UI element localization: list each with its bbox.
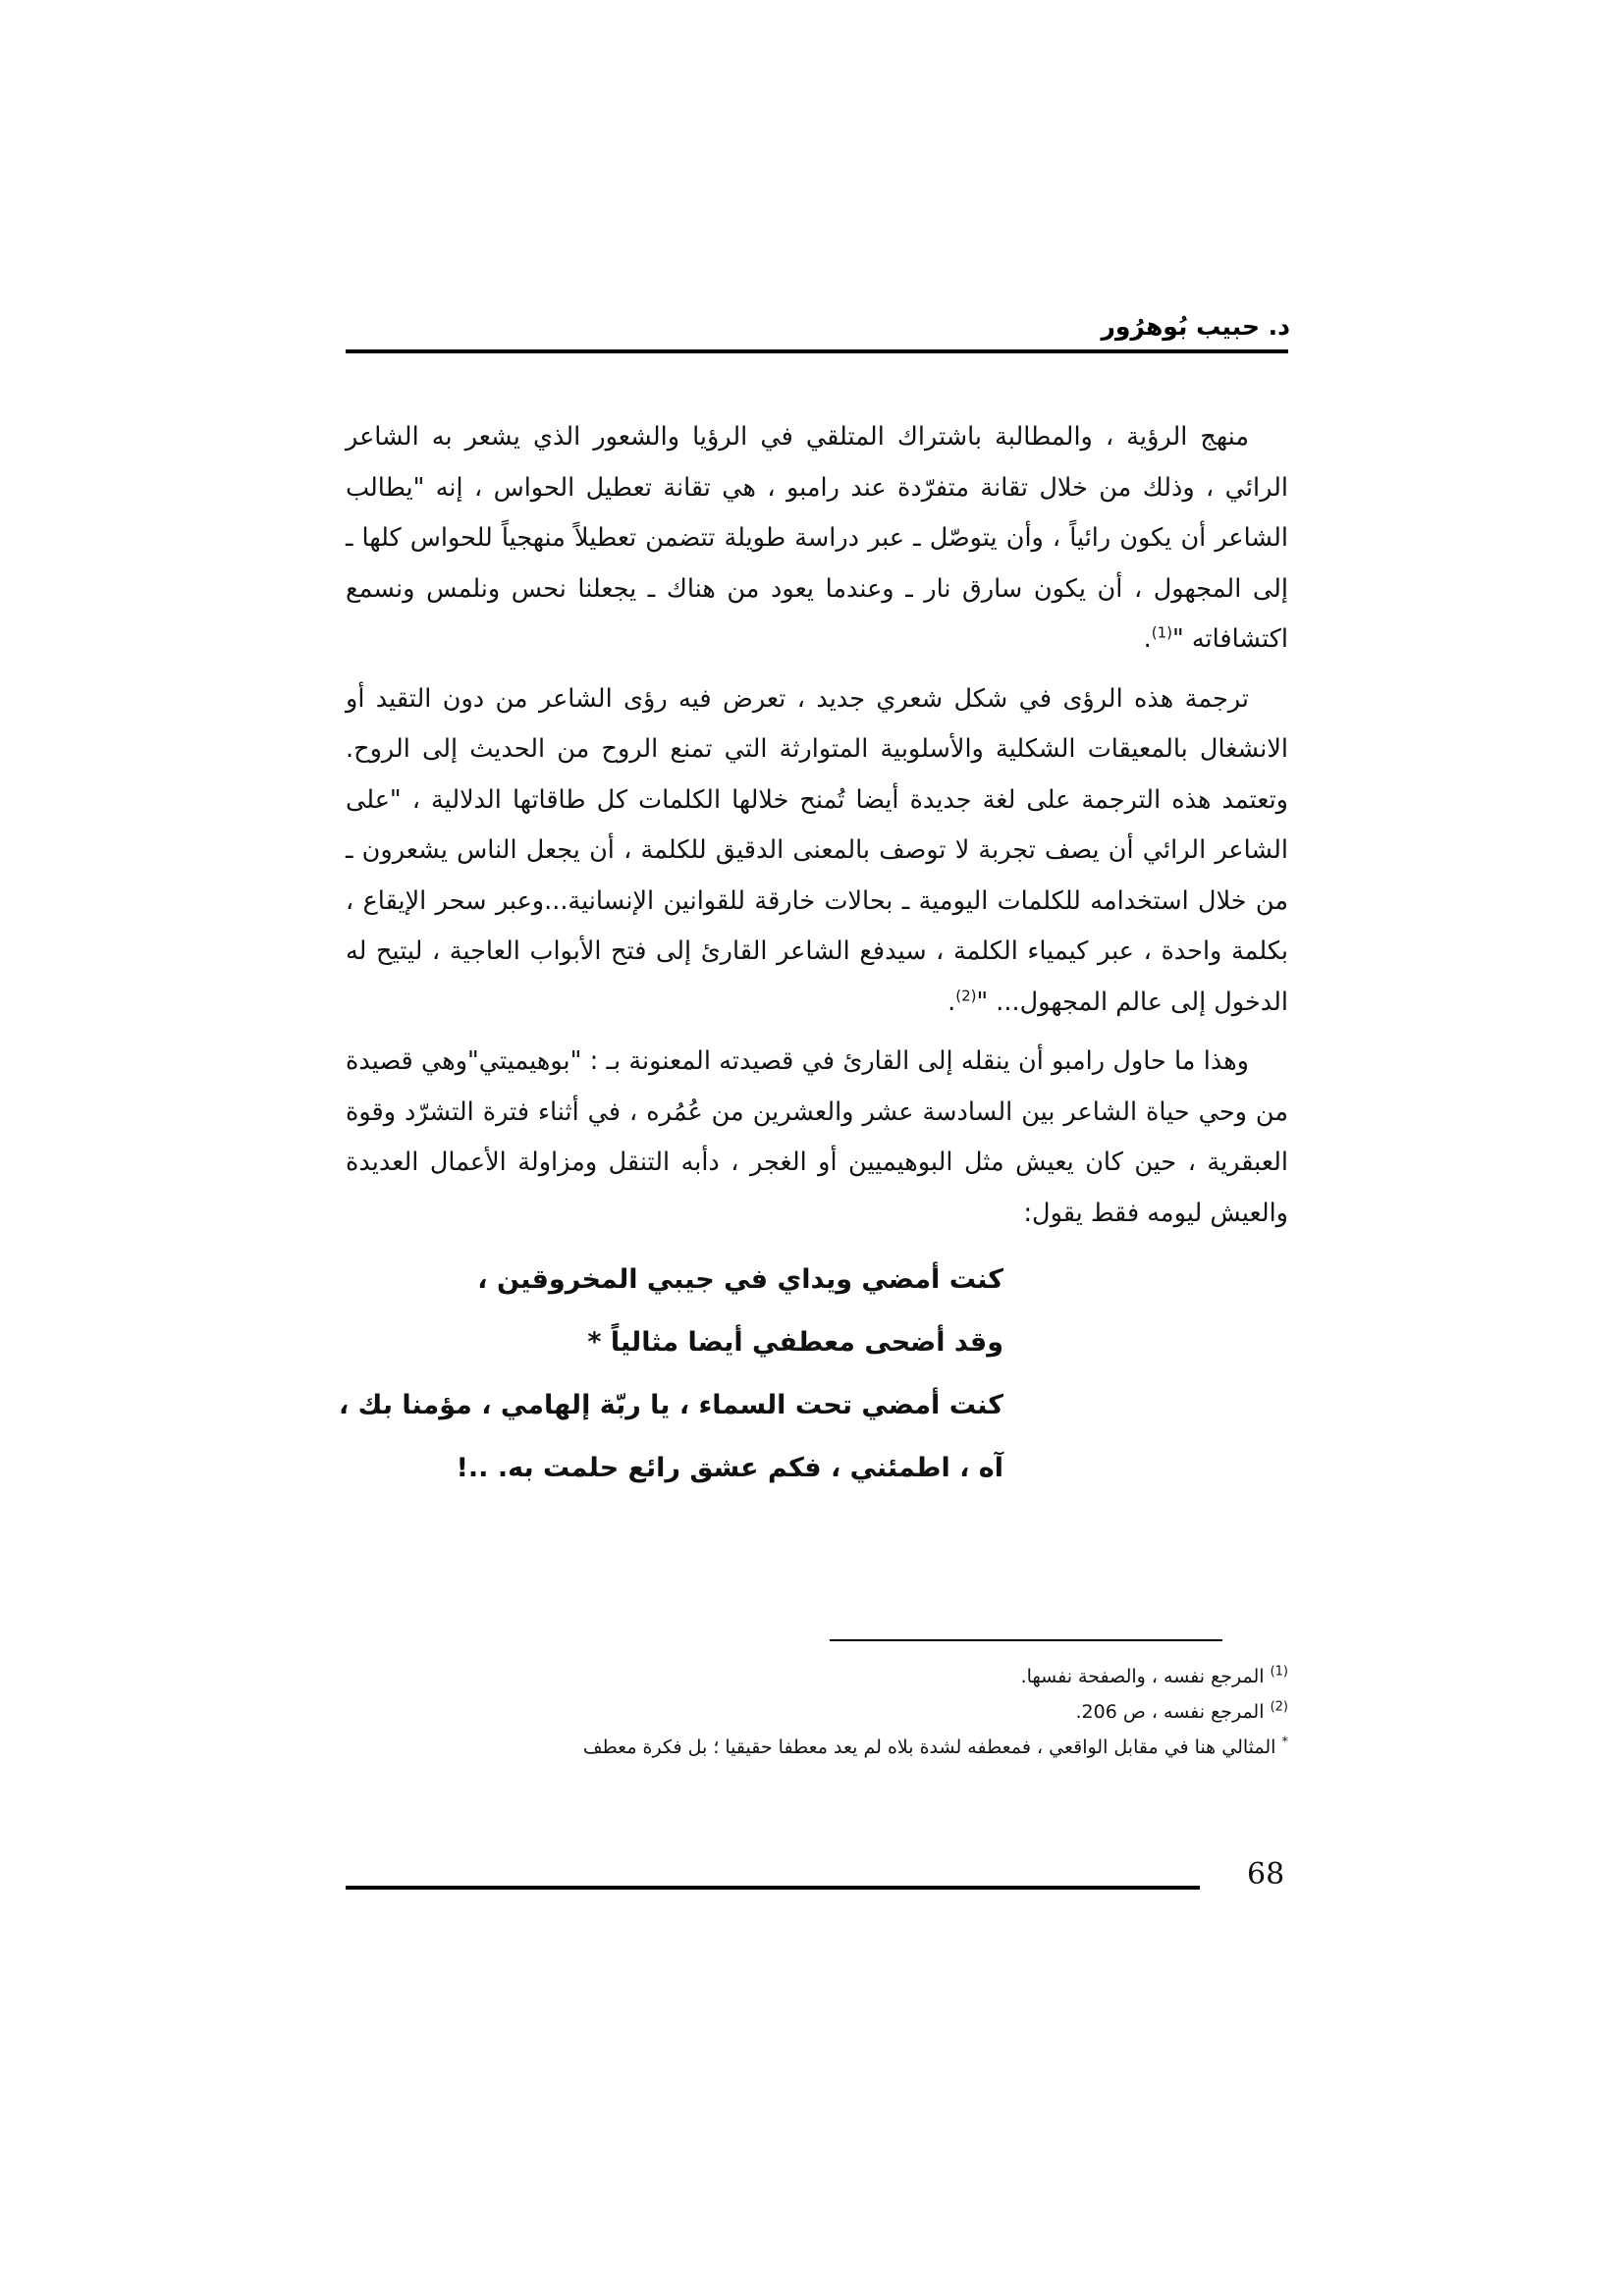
paragraph-1-end: .: [1143, 624, 1152, 654]
footnotes: [346, 1659, 1288, 1765]
poem-excerpt: [339, 1249, 1003, 1500]
paragraph-3: [346, 1037, 1288, 1239]
paragraph-2-end: .: [947, 987, 956, 1017]
footnote-separator: [830, 1639, 1222, 1641]
footnote-3-text: المثالي هنا في مقابل الواقعي ، فمعطفه لشدة بلاه لم يعد معطفا حقيقيا ؛ بل فكرة معطف: [582, 1736, 1276, 1758]
citation-1: (1): [1151, 623, 1172, 642]
footnote-2: [346, 1694, 1288, 1730]
footnote-1: [346, 1659, 1288, 1694]
running-head-author: د. حبيب بُوهرُور: [1101, 312, 1290, 341]
paragraph-2-text: ترجمة هذه الرؤى في شكل شعري جديد ، تعرض فيه رؤى الشاعر من دون التقيد أو الانشغال بالمعيقات الشكلية والأسلوبية المتوارثة التي تمنع الروح من الحديث إلى الروح. وتعتمد هذه الترجمة على لغة جديدة أيضا تُمنح خلالها الكلمات كل طاقاتها الدلالية ، "على الشاعر الرائي أن يصف تجربة لا توصف بالمعنى الدقيق للكلمة ، أن يجعل الناس يشعرون ـ من خلال استخدامه للكلمات اليومية ـ بحالات خارقة للقوانين الإنسانية...وعبر سحر الإيقاع ، بكلمة واحدة ، عبر كيمياء الكلمة ، سيدفع الشاعر القارئ إلى فتح الأبواب العاجية ، ليتيح له الدخول إلى عالم المجهول... ": [346, 683, 1288, 1017]
header-rule: [346, 349, 1288, 353]
footnote-1-text: المرجع نفسه ، والصفحة نفسها.: [1020, 1666, 1265, 1687]
paragraph-1: [346, 412, 1288, 666]
footnote-1-mark: (1): [1270, 1664, 1288, 1680]
footnote-3-mark: *: [1281, 1735, 1288, 1750]
paragraph-1-text: منهج الرؤية ، والمطالبة باشتراك المتلقي في الرؤيا والشعور الذي يشعر به الشاعر الرائي ، وذلك من خلال تقانة متفرّدة عند رامبو ، هي تقانة تعطيل الحواس ، إنه "يطالب الشاعر أن يكون رائياً ، وأن يتوصّل ـ عبر دراسة طويلة تتضمن تعطيلاً منهجياً للحواس كلها ـ إلى المجهول ، أن يكون سارق نار ـ وعندما يعود من هناك ـ يجعلنا نحس ونلمس ونسمع اكتشافاته ": [346, 422, 1288, 654]
footnote-2-text: المرجع نفسه ، ص 206.: [1075, 1701, 1265, 1723]
paragraph-3-text: وهذا ما حاول رامبو أن ينقله إلى القارئ في قصيدته المعنونة بـ : "بوهيميتي"وهي قصيدة من وحي حياة الشاعر بين السادسة عشر والعشرين من عُمُره ، في أثناء فترة التشرّد وقوة العبقرية ، حين كان يعيش مثل البوهيميين أو الغجر ، دأبه التنقل ومزاولة الأعمال العديدة والعيش ليومه فقط يقول:: [346, 1046, 1288, 1228]
poem-line-3: كنت أمضي تحت السماء ، يا ربّة إلهامي ، مؤمنا بك ،: [339, 1390, 1003, 1420]
poem-line-2: وقد أضحى معطفي أيضا مثالياً *: [587, 1327, 1003, 1358]
body-text: [339, 412, 1288, 1500]
footnote-2-mark: (2): [1270, 1699, 1288, 1715]
citation-2: (2): [955, 987, 977, 1004]
page-number: 68: [1247, 1857, 1285, 1892]
paragraph-2: [346, 674, 1288, 1029]
poem-line-1: كنت أمضي ويداي في جيبي المخروقين ،: [477, 1264, 1003, 1295]
poem-line-4: آه ، اطمئني ، فكم عشق رائع حلمت به. ..!: [456, 1453, 1003, 1483]
footer-rule: [346, 1886, 1200, 1890]
footnote-3: [346, 1730, 1288, 1765]
